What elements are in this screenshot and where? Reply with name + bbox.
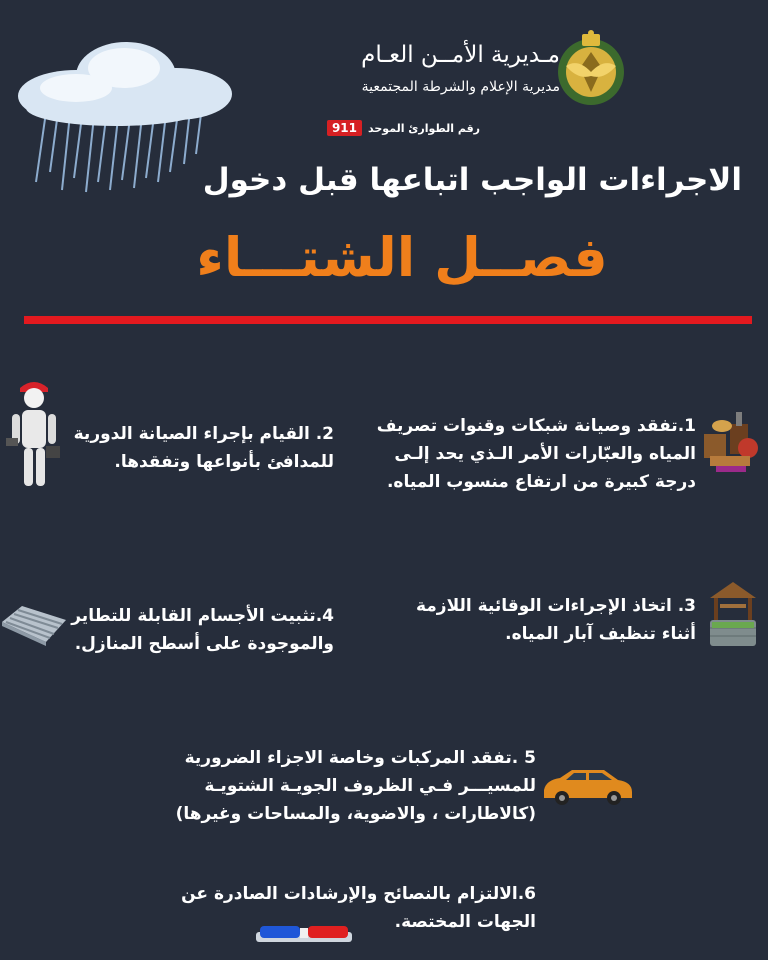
list-item-3 xyxy=(356,592,696,648)
list-item-line: 5 .تفقد المركبات وخاصة الاجزاء الضرورية xyxy=(184,748,536,768)
tin-sheet-icon xyxy=(2,602,66,648)
list-item-line: 4.تثبيت الأجسام القابلة للتطاير xyxy=(71,606,334,626)
emergency-number-badge: 911 xyxy=(327,120,362,136)
police-emblem-icon xyxy=(552,28,630,108)
list-item-5 xyxy=(136,744,536,828)
list-item-line: 3. اتخاذ الإجراءات الوقائية اللازمة xyxy=(415,596,696,616)
list-item-line: أثناء تنظيف آبار المياه. xyxy=(505,624,696,644)
list-item-line: للمسيـــر فـي الظروف الجويـة الشتويـة xyxy=(204,776,536,796)
list-item-1 xyxy=(336,412,696,496)
list-item-line: (كالاطارات ، والاضوية، والمساحات وغيرها) xyxy=(175,804,536,824)
list-item-line: درجة كبيرة من ارتفاع منسوب المياه. xyxy=(386,472,696,492)
water-well-icon xyxy=(706,580,760,648)
season-title: فصــل الشتـــاء xyxy=(196,226,608,289)
list-item-line: 1.تفقد وصيانة شبكات وقنوات تصريف xyxy=(376,416,696,436)
emergency-label: رقم الطوارئ الموحد xyxy=(368,121,480,135)
list-item-2 xyxy=(34,420,334,476)
emergency-number xyxy=(327,120,480,136)
list-item-line: 2. القيام بإجراء الصيانة الدورية xyxy=(73,424,334,444)
organization-title: مـديرية الأمــن العـام xyxy=(361,42,560,68)
list-item-line: المياه والعبّارات الأمر الـذي يحد إلـى xyxy=(394,444,696,464)
worker-icon xyxy=(6,374,62,490)
divider xyxy=(24,316,752,324)
household-items-icon xyxy=(700,404,762,474)
car-icon xyxy=(538,766,636,806)
organization-subtitle: مديرية الإعلام والشرطة المجتمعية xyxy=(361,79,560,95)
list-item-line: والموجودة على أسطح المنازل. xyxy=(74,634,334,654)
organization-header xyxy=(361,40,560,98)
list-item-4 xyxy=(34,602,334,658)
page-title: الاجراءات الواجب اتباعها قبل دخول xyxy=(202,162,742,198)
list-item-line: 6.الالتزام بالنصائح والإرشادات الصادرة عن xyxy=(181,884,536,904)
list-item-line: للمدافئ بأنواعها وتفقدها. xyxy=(114,452,334,472)
police-siren-icon xyxy=(256,922,352,944)
list-item-line: الجهات المختصة. xyxy=(394,912,536,932)
